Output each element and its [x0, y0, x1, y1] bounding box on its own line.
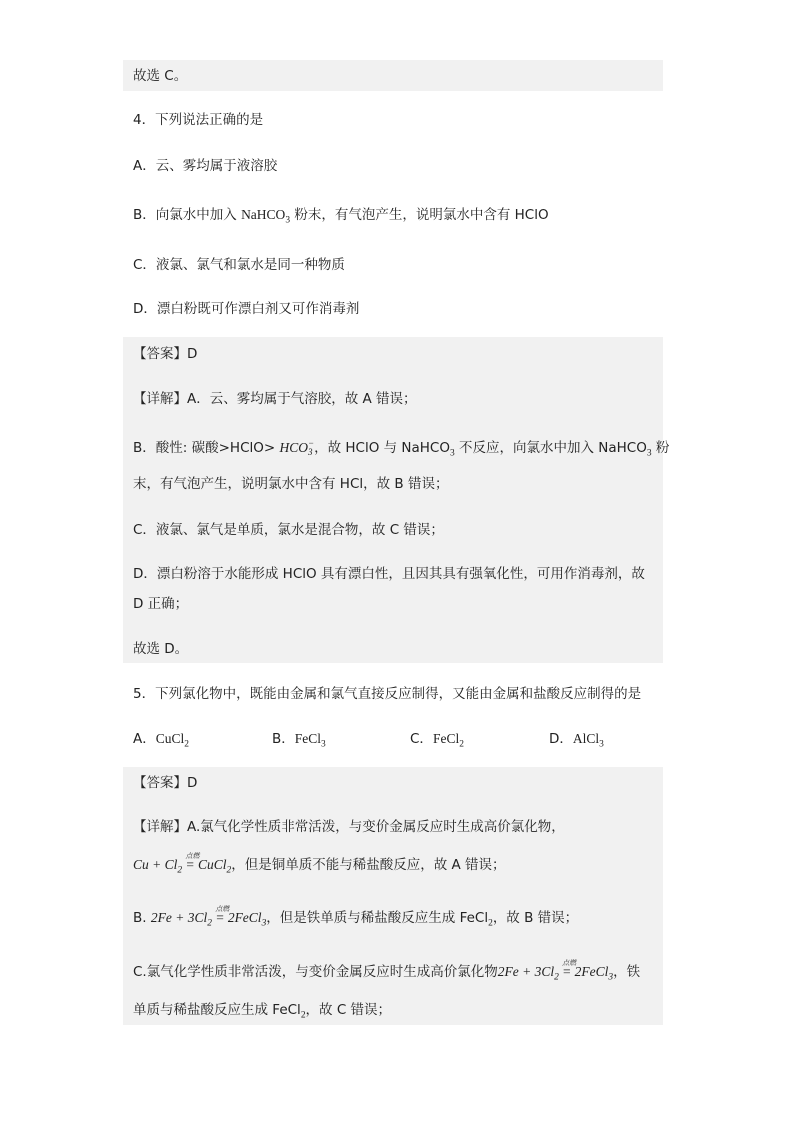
- answer-block-q3-tail: [123, 60, 663, 91]
- question-4-option-b: B．向氯水中加入 NaHCO$_3$ 粉末，有气泡产生，说明氯水中含有 HClO: [133, 207, 549, 226]
- answer-q5: 【答案】D: [133, 775, 198, 791]
- conclusion-q3: 故选 C。: [133, 68, 188, 84]
- detail-q5-line-1: 【详解】A.氯气化学性质非常活泼，与变价金属反应时生成高价氯化物，: [133, 819, 565, 835]
- question-4-option-a: A．云、雾均属于液溶胶: [133, 158, 278, 174]
- answer-block-q5: [123, 767, 663, 1025]
- equation-cu-cl2: $Cu + Cl_2$ 点燃 = CuCl$_2$: [133, 852, 232, 876]
- detail-q4-line-5: D．漂白粉溶于水能形成 HClO 具有漂白性，且因其具有强氧化性，可用作消毒剂，故: [133, 566, 645, 582]
- detail-q4-line-2: B．酸性: 碳酸>HClO> HCO − 3 ，故 HClO 与 NaHCO$_3$ 不反应，向氯水中加入 NaHCO$_3$ 粉: [133, 438, 670, 459]
- question-5-stem: 5．下列氯化物中，既能由金属和氯气直接反应制得，又能由金属和盐酸反应制得的是: [133, 686, 642, 702]
- question-5-option-c: C．FeCl$_2$: [410, 731, 464, 750]
- question-5-option-b: B．FeCl$_3$: [272, 731, 326, 750]
- question-4-option-c: C．液氯、氯气和氯水是同一种物质: [133, 257, 345, 273]
- detail-q5-line-5: 单质与稀盐酸反应生成 FeCl$_2$，故 C 错误；: [133, 1002, 392, 1021]
- equation-fe-cl2: $2Fe + 3Cl_2$ 点燃 = 2FeCl$_3$: [150, 905, 267, 929]
- question-4-stem: 4．下列说法正确的是: [133, 112, 264, 128]
- answer-block-q4: [123, 337, 663, 663]
- detail-q4-line-3: 末，有气泡产生，说明氯水中含有 HCl，故 B 错误；: [133, 476, 449, 492]
- detail-q5-line-2: $Cu + Cl_2$ 点燃 = CuCl$_2$，但是铜单质不能与稀盐酸反应，故 A 错误；: [133, 852, 506, 876]
- detail-q4-line-4: C．液氯、氯气是单质，氯水是混合物，故 C 错误；: [133, 522, 444, 538]
- equation-fe-cl2-repeat: $2Fe + 3Cl_2$ 点燃 = 2FeCl$_3$: [497, 959, 614, 983]
- detail-q5-line-3: B. $2Fe + 3Cl_2$ 点燃 = 2FeCl$_3$，但是铁单质与稀盐酸反应生成 FeCl$_2$，故 B 错误；: [133, 905, 579, 929]
- question-5-option-d: D．AlCl$_3$: [549, 731, 604, 750]
- detail-q5-line-4: C.氯气化学性质非常活泼，与变价金属反应时生成高价氯化物$2Fe + 3Cl_2$ 点燃 = 2FeCl$_3$，铁: [133, 959, 641, 983]
- detail-q4-line-6: D 正确；: [133, 596, 189, 612]
- answer-q4: 【答案】D: [133, 346, 198, 362]
- detail-q4-line-1: 【详解】A．云、雾均属于气溶胶，故 A 错误；: [133, 391, 417, 407]
- question-4-option-d: D．漂白粉既可作漂白剂又可作消毒剂: [133, 301, 360, 317]
- question-5-option-a: A．CuCl$_2$: [133, 731, 189, 750]
- conclusion-q4: 故选 D。: [133, 641, 189, 657]
